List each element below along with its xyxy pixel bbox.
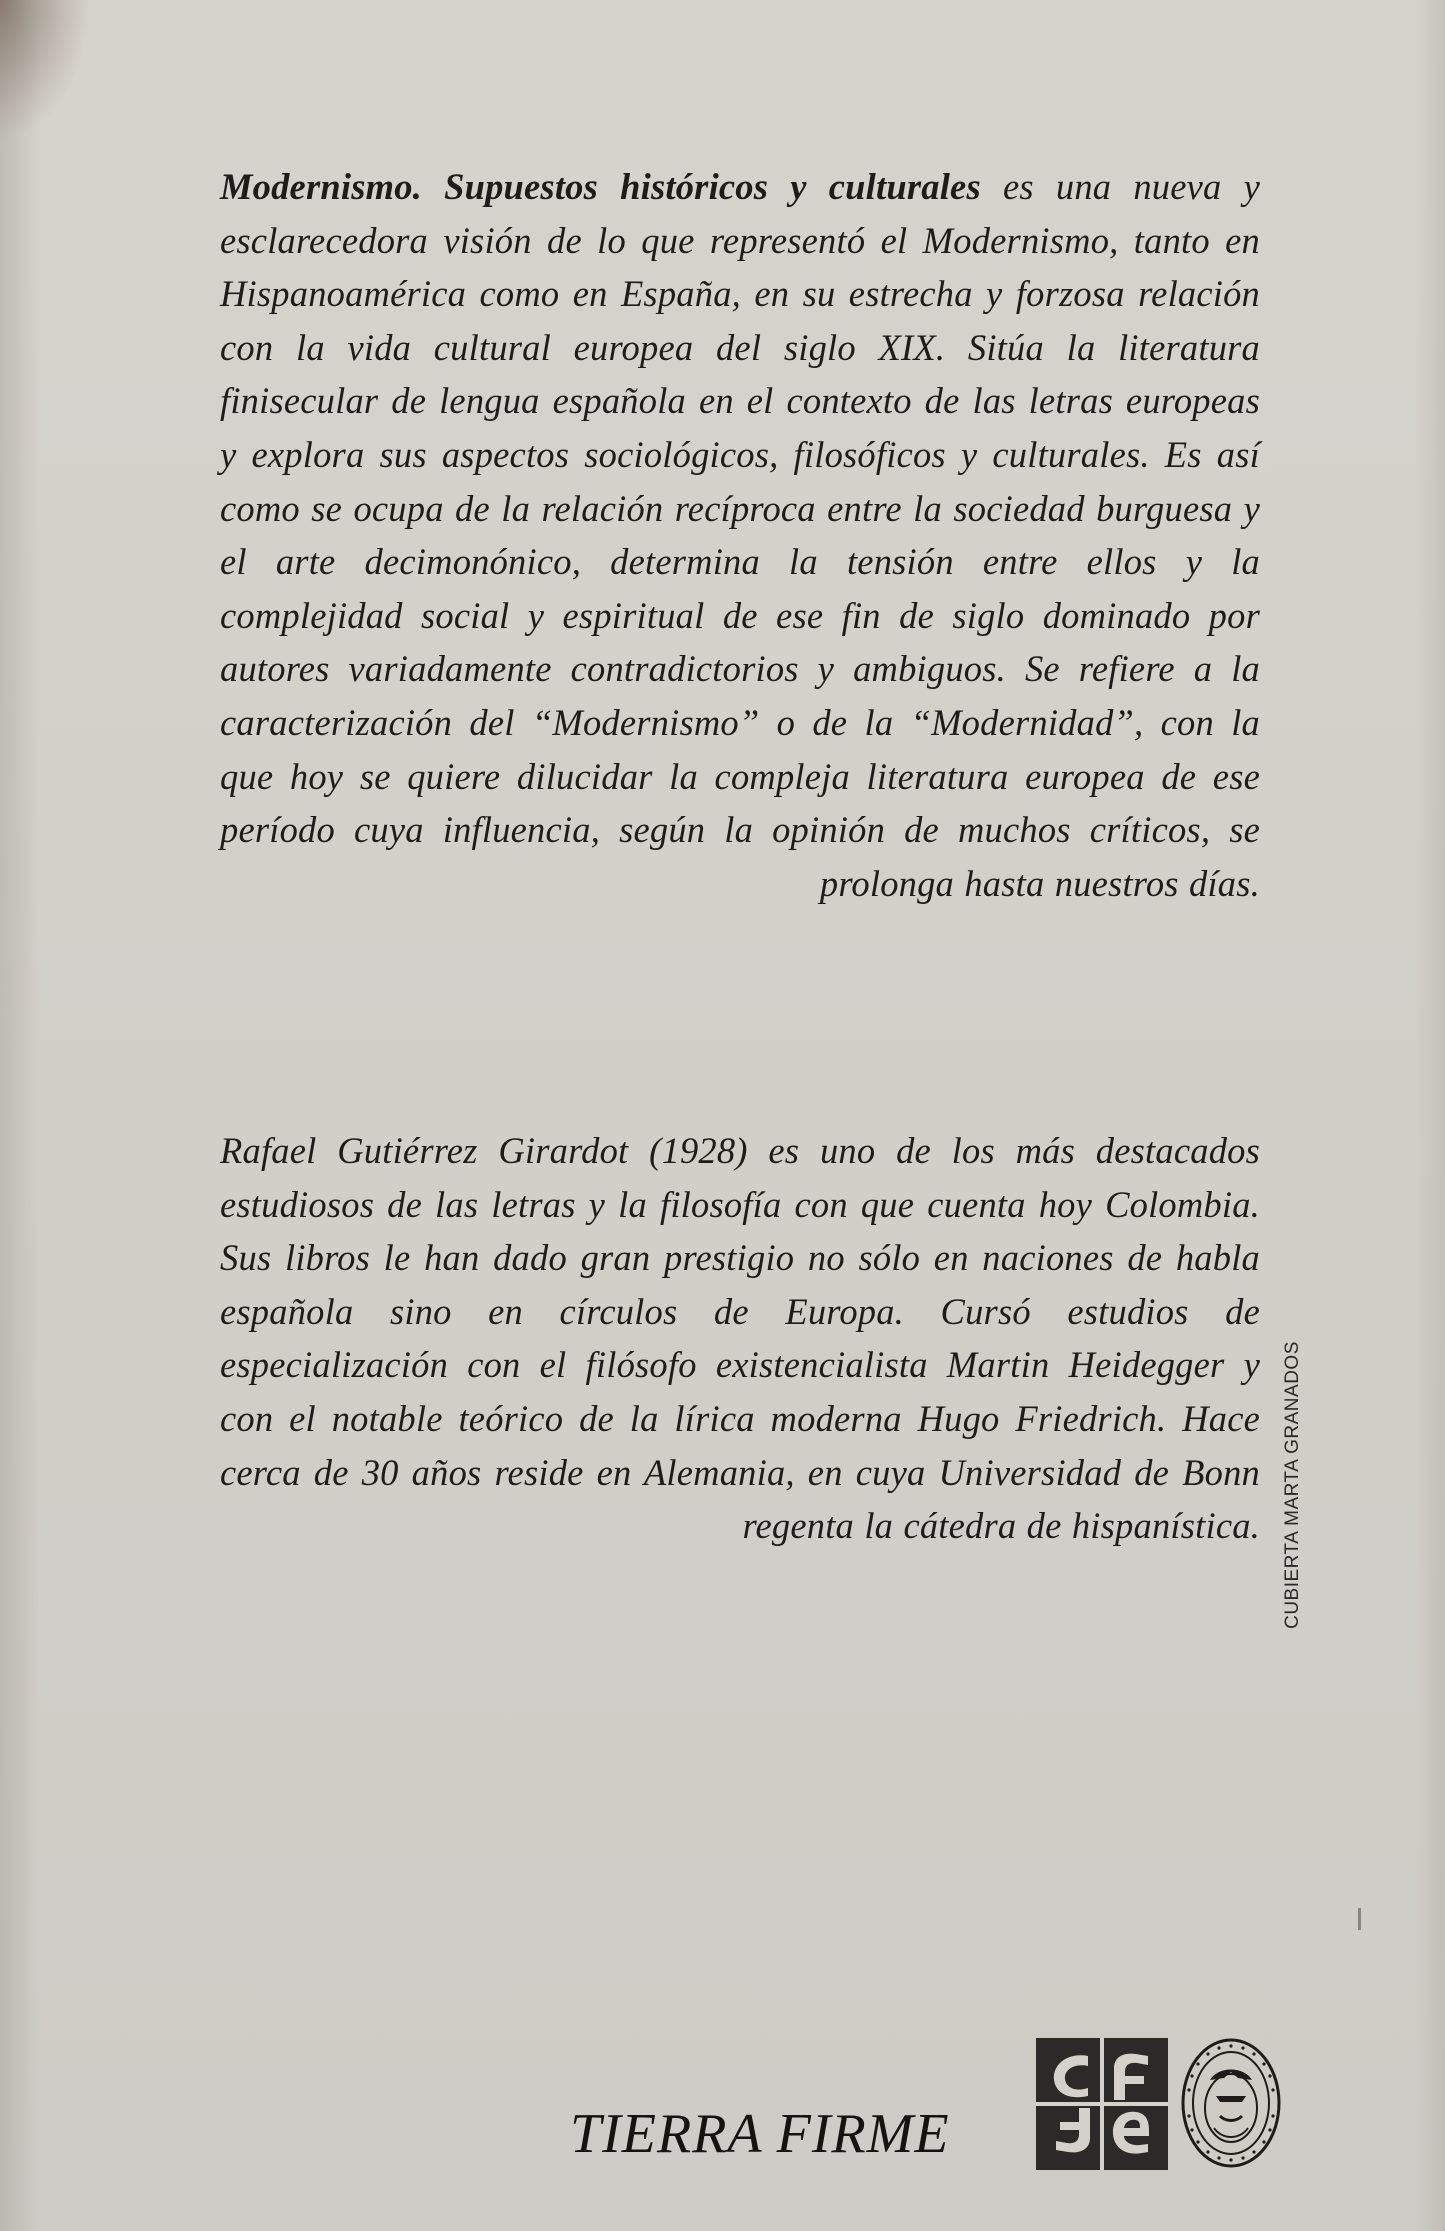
circular-seal-icon [1180, 2036, 1282, 2170]
author-bio-paragraph: Rafael Gutiérrez Girardot (1928) es uno de los más destacados estudiosos de las letras y la filosofía con que cuenta hoy Colombia. Sus libros le han dado gran prestigio no sólo en naciones de habla española sino en círculos de Europa. Cursó estudios de especialización con el filósofo existencialista Martin Heidegger y con el notable teórico de la lírica moderna Hugo Friedrich. Hace cerca de 30 años reside en Alemania, en cuya Universidad de Bonn regenta la cátedra de hispanística. [220, 1130, 1260, 1547]
fce-monogram-logo [1036, 2038, 1168, 2170]
paper-mark [1358, 1908, 1361, 1930]
book-title: Modernismo. Supuestos históricos y culturales [220, 166, 981, 207]
synopsis-paragraph [220, 160, 1260, 910]
synopsis-text: es una nueva y esclarecedora visión de lo que representó el Modernismo, tanto en Hispanoamérica como en España, en su estrecha y forzosa relación con la vida cultural europea del siglo XIX. Sitúa la literatura finisecular de lengua española en el contexto de las letras europeas y explora sus aspectos sociológicos, filosóficos y culturales. Es así como se ocupa de la relación recíproca entre la sociedad burguesa y el arte decimonónico, determina la tensión entre ellos y la complejidad social y espiritual de ese fin de siglo dominado por autores variadamente contradictorios y ambiguos. Se refiere a la caracterización del “Modernismo” o de la “Modernidad”, con la que hoy se quiere dilucidar la compleja literatura europea de ese período cuya influencia, según la opinión de muchos críticos, se prolonga hasta nuestros días. [220, 166, 1260, 904]
cover-credit [1275, 1320, 1311, 1650]
series-name: TIERRA FIRME [570, 2103, 950, 2165]
cover-credit-text: CUBIERTA MARTA GRANADOS [1282, 1341, 1304, 1629]
